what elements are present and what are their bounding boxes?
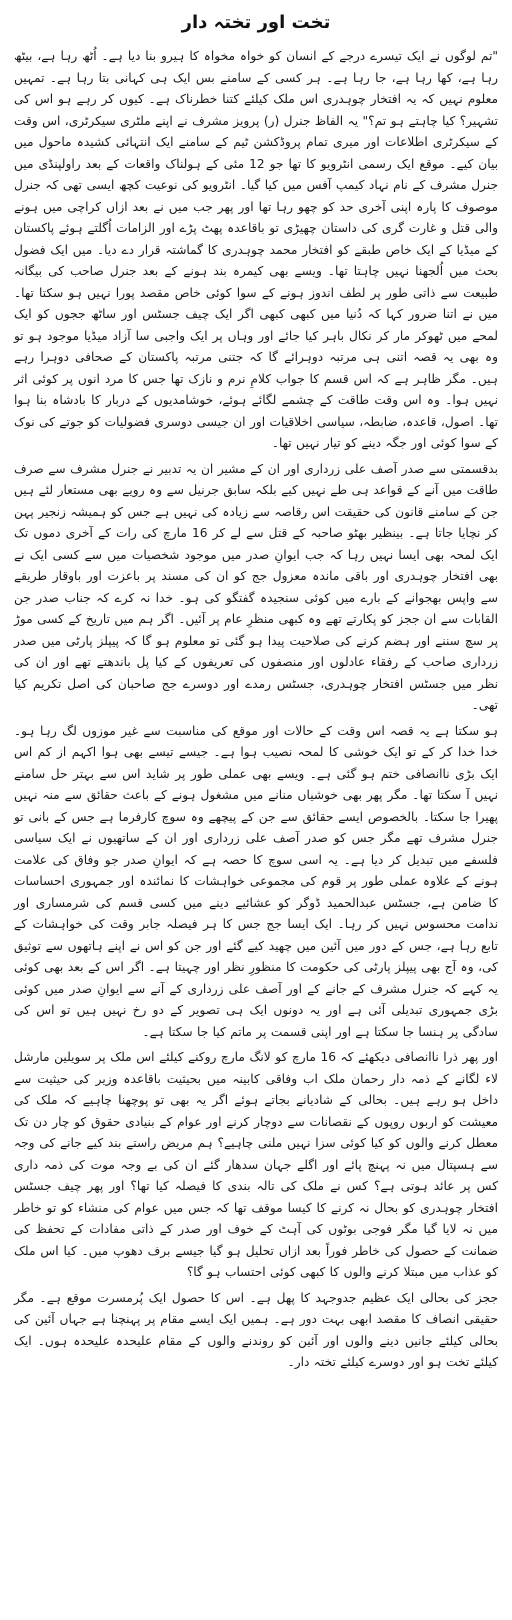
paragraph-3: ہو سکتا ہے یہ قصہ اس وقت کے حالات اور موقع کی مناسبت سے غیر موزوں لگ رہا ہو۔ خدا خدا کر کے تو ایک خوشی کا لمحہ نصیب ہوا ہے۔ جیسے تیسے بھی ہوا اکہم از کم اس ایک بڑی ناانصافی ختم ہو گئی ہے۔ ویسے بھی عملی طور پر شاید اس سے بہتر حل سامنے نہیں آ سکتا تھا۔ مگر پھر بھی خوشیاں منانے میں مشغول ہونے کے باعث حقائق سے منہ نہیں پھیرا جا سکتا۔ بالخصوص ایسے حقائق سے جن کے پیچھے وہ سوچ کارفرما ہے جس کے بانی تو جنرل مشرف تھے مگر جس کو صدر آصف علی زرداری اور ان کے ساتھیوں نے ایک سیاسی فلسفے میں تبدیل کر دیا ہے۔ یہ اسی سوچ کا حصہ ہے کہ ایوانِ صدر جو وفاق کی علامت ہونے کے علاوہ عملی طور پر قوم کی مجموعی خواہشات کا نمائندہ اور جمہوری احساسات کا ضامن ہے، جسٹس عبدالحمید ڈوگر کو عشائیے دینے میں کسی قسم کی شرمساری اور ندامت محسوس نہیں کر رہا۔ ایک ایسا جج جس کا ہر فیصلہ جابر وقت کی خواہشات کے تابع رہا ہے، جس کے دور میں آئین میں چھید کیے گئے اور جن کو اس نے اپنے ہاتھوں سے توثیق کی، وہ آج بھی پیپلز پارٹی کی حکومت کا منظورِ نظر اور چہیتا ہے۔ اگر اس کے بعد بھی کوئی یہ کہے کہ جنرل مشرف کے جانے کے اور آصف علی زرداری کے آنے سے ایوانِ صدر میں کوئی بڑی جمہوری تبدیلی آئی ہے اور یہ دونوں ایک ہی تصویر کے دو رخ نہیں ہیں تو اس کی سادگی پر ہنسا جا سکتا ہے اور اپنی قسمت پر ماتم کیا جا سکتا ہے۔ (14, 723, 498, 1039)
article-title: تخت اور تختہ دار (181, 12, 331, 33)
paragraph-5: ججز کی بحالی ایک عظیم جدوجہد کا پھل ہے۔ اس کا حصول ایک پُرمسرت موقع ہے۔ مگر حقیقی انصاف کا مقصد ابھی بہت دور ہے۔ ہمیں ایک ایسے مقام پر پہنچنا ہے جہاں آئین کی بحالی کیلئے جانیں دینے والوں اور آئین کو روندنے والوں کے مقام علیحدہ علیحدہ ہوں۔ ایک کیلئے تخت ہو اور دوسرے کیلئے تختہ دار۔ (14, 1290, 498, 1369)
paragraph-1: "تم لوگوں نے ایک تیسرے درجے کے انسان کو خواہ مخواہ کا ہیرو بنا دیا ہے۔ اُٹھ رہا ہے، بیٹھ رہا ہے، کھا رہا ہے، جا رہا ہے۔ ہر کسی کے سامنے بس ایک ہی کہانی بتا رہا ہے۔ تمہیں معلوم نہیں کہ یہ افتخار چوہدری اس ملک کیلئے کتنا خطرناک ہے۔ کیوں کر رہے ہو اس کی تشہیر؟ کیا چاہتے ہو تم؟" یہ الفاظ جنرل (ر) پرویز مشرف نے اپنے ملٹری سیکرٹری، اس وقت کے سیکرٹری اطلاعات اور میری تمام پروڈکشن ٹیم کے سامنے ایک انتہائی کشیدہ ماحول میں بیان کیے۔ موقع ایک رسمی انٹرویو کا تھا جو 12 مئی کے ہولناک واقعات کے بعد راولپنڈی میں جنرل مشرف کے نام نہاد کیمپ آفس میں کیا گیا۔ انٹرویو کی نوعیت کچھ ایسی تھی کہ جنرل موصوف کا پارہ اپنی آخری حد کو چھو رہا تھا اور پھر جب میں نے بعد ازاں کراچی میں ہونے والی قتل و غارت گری کی داستان چھیڑی تو باقاعدہ پھٹ پڑے اور الزامات اُگلتے ہوئے پاکستان کے میڈیا کے ایک خاص طبقے کو افتخار محمد چوہدری کا گماشتہ قرار دے دیا۔ میں ایک فضول بحث میں اُلجھنا نہیں چاہتا تھا۔ ویسے بھی کیمرہ بند ہونے کے بعد جنرل صاحب کی بیگانہ طبیعت سے ذاتی طور پر لطف اندوز ہونے کے سوا کوئی خاص مقصد پورا نہیں ہو سکتا تھا۔ میں نے اتنا ضرور کہا کہ دُنیا میں کبھی کبھی اگر ایک چیف جسٹس اور ساٹھ ججوں کو ایک لمحے میں ٹھوکر مار کر نکال باہر کیا جائے اور وہاں پر ایک واجبی سا آزاد میڈیا موجود ہو تو وہ بھی یہ قصہ اتنی ہی مرتبہ دوہرائے گا کہ جتنی مرتبہ پاکستان کے صحافی دوہرا رہے ہیں۔ مگر ظاہر ہے کہ اس قسم کا جواب کلامِ نرم و نازک تھا جس کا مرد انوں پر کوئی اثر نہیں ہوا۔ وہ اس وقت طاقت کے چشمے لگائے ہوئے، خوشامدیوں کے دربار کا بادشاہ بنا ہوا تھا۔ اصول، قاعدہ، ضابطہ، سیاسی اخلاقیات اور ان جیسی دوسری فضولیات کو جوتے کی نوک کے سوا کوئی اور جگہ دینے کو تیار نہیں تھا۔ (14, 49, 499, 450)
paragraph-4: اور پھر ذرا ناانصافی دیکھئے کہ 16 مارچ کو لانگ مارچ روکنے کیلئے اس ملک پر سویلین مارشل لاء لگانے کے ذمہ دار رحمان ملک اب وفاقی کابینہ میں بحیثیت باقاعدہ وزیر کی حیثیت سے داخل ہو رہے ہیں۔ بحالی کے شادیانے بجاتے ہوئے اگر یہ بھی تو پوچھنا چاہیے کہ ملک کی معیشت کو اربوں روپوں کے نقصانات سے دوچار کرنے اور عوام کے بنیادی حقوق کو چار دن تک معطل کرنے والوں کو کیا کوئی سزا نہیں ملنی چاہیے؟ ہم مریض راستے بند کیے جانے کی وجہ سے ہسپتال میں نہ پہنچ پائے اور اگلے جہان سدھار گئے ان کی بے وجہ موت کی ذمہ داری کس پر عائد ہوتی ہے؟ کس نے ملک کی تالہ بندی کا فیصلہ کیا تھا؟ اور پھر چیف جسٹس افتخار چوہدری کو بحال نہ کرنے کا کیسا موقف تھا کہ جس میں عوام کی منشاء کو تو خاطر میں نہ لایا گیا مگر فوجی بوٹوں کی آہٹ کے خوف اور صدر کے ذاتی مفادات کے تحفظ کی ضمانت کے حصول کی خاطر فوراً بعد ازاں تحلیل ہو گیا جیسے برف دھوپ میں۔ کیا اس ملک کو عذاب میں مبتلا کرنے والوں کا کبھی کوئی احتساب ہو گا؟ (14, 1050, 498, 1279)
article-body (14, 46, 498, 1374)
paragraph-2: بدقسمتی سے صدر آصف علی زرداری اور ان کے مشیر ان یہ تدبیر نے جنرل مشرف سے صرف طاقت میں آنے کے قواعد ہی طے نہیں کیے بلکہ سابق جرنیل سے وہ رویے بھی مستعار لئے ہیں جن کے سامنے قانون کی حقیقت اس رقاصہ سے زیادہ کی نہیں ہے جس کو ہمیشہ زنجیر پہن کر نچایا جاتا ہے۔ بینظیر بھٹو صاحبہ کے قتل سے لے کر 16 مارچ کی رات کے آخری دموں تک ایک لمحہ بھی ایسا نہیں رہا کہ جب ایوانِ صدر میں موجود شخصیات میں سے کسی ایک نے بھی افتخار چوہدری اور باقی ماندہ معزول جج کو ان کی مسند پر باعزت اور باوقار طریقے سے واپس بھجوانے کے بارے میں کوئی سنجیدہ گفتگو کی ہو۔ خدا نہ کرے کہ جناب صدر جن القابات سے ان ججز کو پکارتے تھے وہ کبھی منظرِ عام پر آئیں۔ اگر ہم میں تاریخ کے کسی موڑ پر سچ سننے اور ہضم کرنے کی صلاحیت پیدا ہو گئی تو معلوم ہو گا کہ پیپلز پارٹی میں صدر زرداری صاحب کے رفقاء عادلوں اور منصفوں کی تعریفوں کے کیا پل باندھتے تھے اور ان کی نظر میں جسٹس افتخار چوہدری، جسٹس رمدے اور دوسرے جج صاحبان کی اصل تکریم کیا تھی۔ (14, 461, 498, 712)
